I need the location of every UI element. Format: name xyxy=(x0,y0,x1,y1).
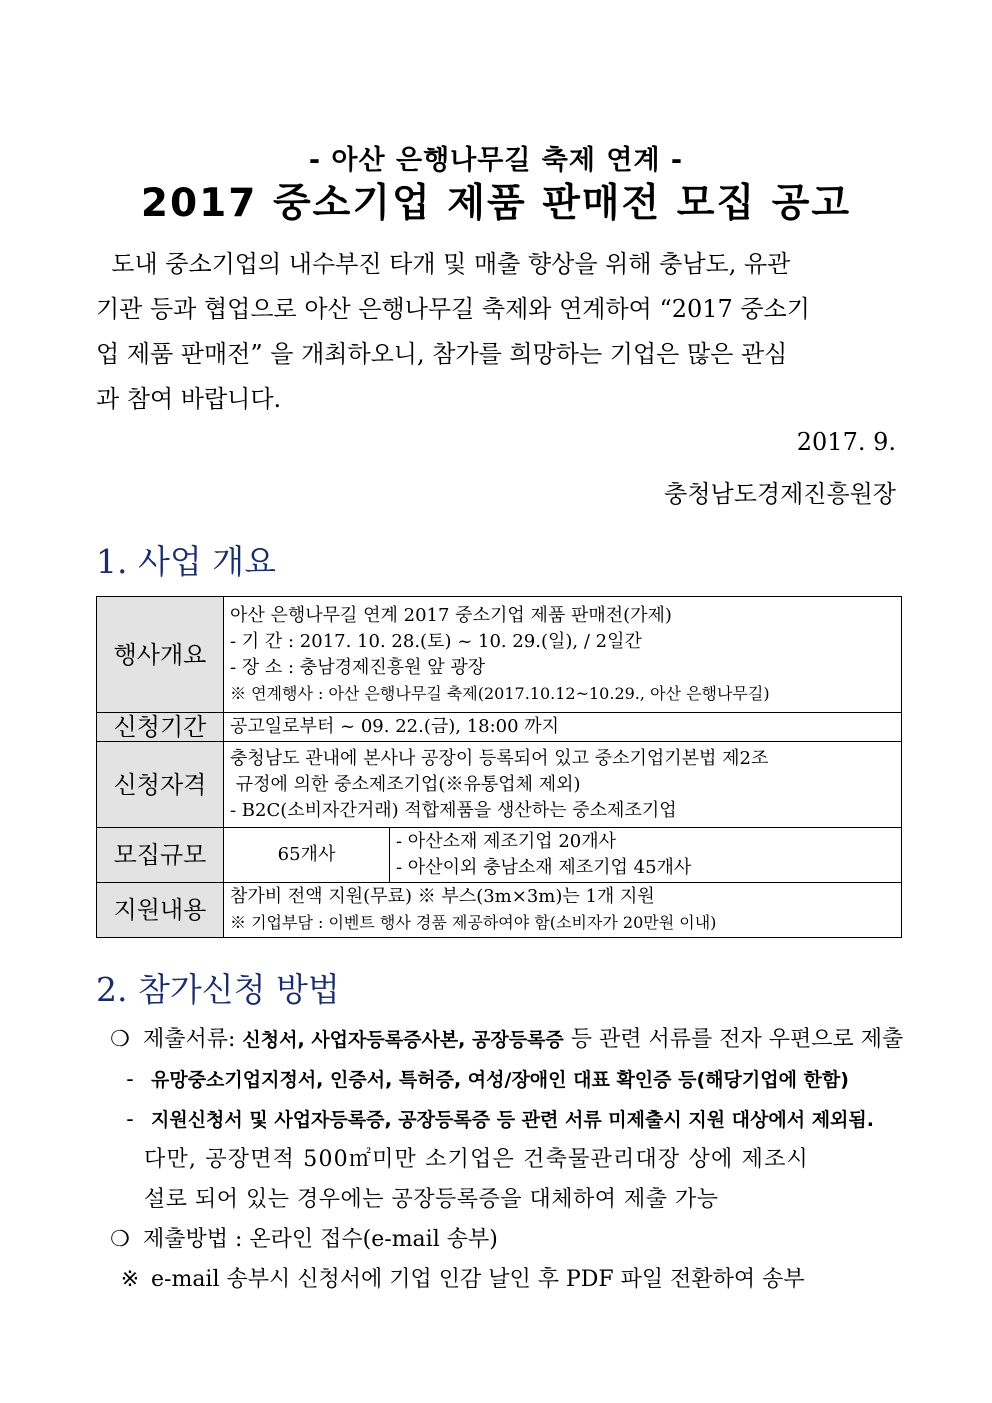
circle-bullet-icon: ❍ xyxy=(110,1227,130,1252)
content-line: 참가비 전액 지원(무료) ※ 부스(3m×3m)는 1개 지원 xyxy=(230,886,655,907)
note-mark: ※ xyxy=(120,1267,140,1292)
list-item xyxy=(104,1060,904,1100)
intro-line: 업 제품 판매전” 을 개최하오니, 참가를 희망하는 기업은 많은 관심 xyxy=(96,340,788,368)
section-2-title: 2. 참가신청 방법 xyxy=(96,970,340,1009)
list-item-text: 다만, 공장면적 500㎡미만 소기업은 건축물관리대장 상에 제조시 xyxy=(144,1147,809,1172)
list-item xyxy=(104,1100,904,1140)
document-title: 2017 중소기업 제품 판매전 모집 공고 xyxy=(140,181,852,226)
row-content xyxy=(390,828,902,883)
content-line: - 장 소 : 충남경제진흥원 앞 광장 xyxy=(230,656,486,678)
row-content xyxy=(224,597,902,713)
document-subtitle: - 아산 은행나무길 축제 연계 - xyxy=(308,145,684,176)
table-row xyxy=(97,597,902,713)
intro-line: 과 참여 바랍니다. xyxy=(96,385,282,413)
row-content xyxy=(224,742,902,828)
row-header: 행사개요 xyxy=(97,597,224,713)
list-item xyxy=(104,1020,904,1060)
list-item-emphasis: 신청서, 사업자등록증사본, 공장등록증 xyxy=(242,1029,564,1051)
content-line: 아산 은행나무길 연계 2017 중소기업 제품 판매전(가제) xyxy=(230,604,672,626)
list-item-continuation xyxy=(104,1180,904,1220)
content-line: - B2C(소비자간거래) 적합제품을 생산하는 중소제조기업 xyxy=(230,799,677,821)
row-content xyxy=(224,883,902,938)
list-item-text: 설로 되어 있는 경우에는 공장등록증을 대체하여 제출 가능 xyxy=(144,1187,719,1212)
intro-line: 기관 등과 협업으로 아산 은행나무길 축제와 연계하여 “2017 중소기 xyxy=(96,295,810,323)
table-row xyxy=(97,828,902,883)
content-line: - 기 간 : 2017. 10. 28.(토) ~ 10. 29.(일), / 2일간 xyxy=(230,630,642,652)
content-line: - 아산소재 제조기업 20개사 xyxy=(396,831,617,852)
content-line: - 아산이외 충남소재 제조기업 45개사 xyxy=(396,857,692,878)
section-1-title: 1. 사업 개요 xyxy=(96,542,276,581)
application-method-list xyxy=(104,1020,904,1300)
dash-bullet: - xyxy=(126,1067,134,1092)
intro-line: 도내 중소기업의 내수부진 타개 및 매출 향상을 위해 충남도, 유관 xyxy=(96,250,791,278)
overview-table xyxy=(96,596,902,938)
table-row xyxy=(97,883,902,938)
list-item-text: 지원신청서 및 사업자등록증, 공장등록증 등 관련 서류 미제출시 지원 대상에서 제외됨. xyxy=(151,1109,874,1131)
content-line: 규정에 의한 중소제조기업(※유통업체 제외) xyxy=(230,773,581,795)
issuer-name: 충청남도경제진흥원장 xyxy=(664,480,896,508)
table-row xyxy=(97,742,902,828)
list-item-text: 유망중소기업지정서, 인증서, 특허증, 여성/장애인 대표 확인증 등(해당기업에 한함) xyxy=(151,1069,849,1091)
recruit-count: 65개사 xyxy=(224,828,390,883)
intro-paragraph xyxy=(96,242,898,422)
content-line: 충청남도 관내에 본사나 공장이 등록되어 있고 중소기업기본법 제2조 xyxy=(230,747,769,769)
content-line: ※ 기업부담 : 이벤트 행사 경품 제공하여야 함(소비자가 20만원 이내) xyxy=(230,913,717,932)
row-header: 신청기간 xyxy=(97,713,224,742)
row-header: 지원내용 xyxy=(97,883,224,938)
list-item-text: 제출방법 : 온라인 접수(e-mail 송부) xyxy=(143,1227,498,1252)
circle-bullet-icon: ❍ xyxy=(110,1027,130,1052)
list-item-continuation xyxy=(104,1140,904,1180)
dash-bullet: - xyxy=(126,1107,134,1132)
notice-date: 2017. 9. xyxy=(796,428,896,456)
list-item xyxy=(104,1220,904,1260)
table-row xyxy=(97,713,902,742)
list-item-text: 등 관련 서류를 전자 우편으로 제출 xyxy=(563,1027,904,1052)
list-item xyxy=(104,1260,904,1300)
row-content xyxy=(224,713,902,742)
content-line: 공고일로부터 ~ 09. 22.(금), 18:00 까지 xyxy=(230,716,560,737)
row-header: 신청자격 xyxy=(97,742,224,828)
list-item-text: e-mail 송부시 신청서에 기업 인감 날인 후 PDF 파일 전환하여 송부 xyxy=(151,1267,805,1292)
list-item-label: 제출서류: xyxy=(143,1027,243,1052)
content-line: ※ 연계행사 : 아산 은행나무길 축제(2017.10.12~10.29., 아산 은행나무길) xyxy=(230,683,770,703)
row-header: 모집규모 xyxy=(97,828,224,883)
